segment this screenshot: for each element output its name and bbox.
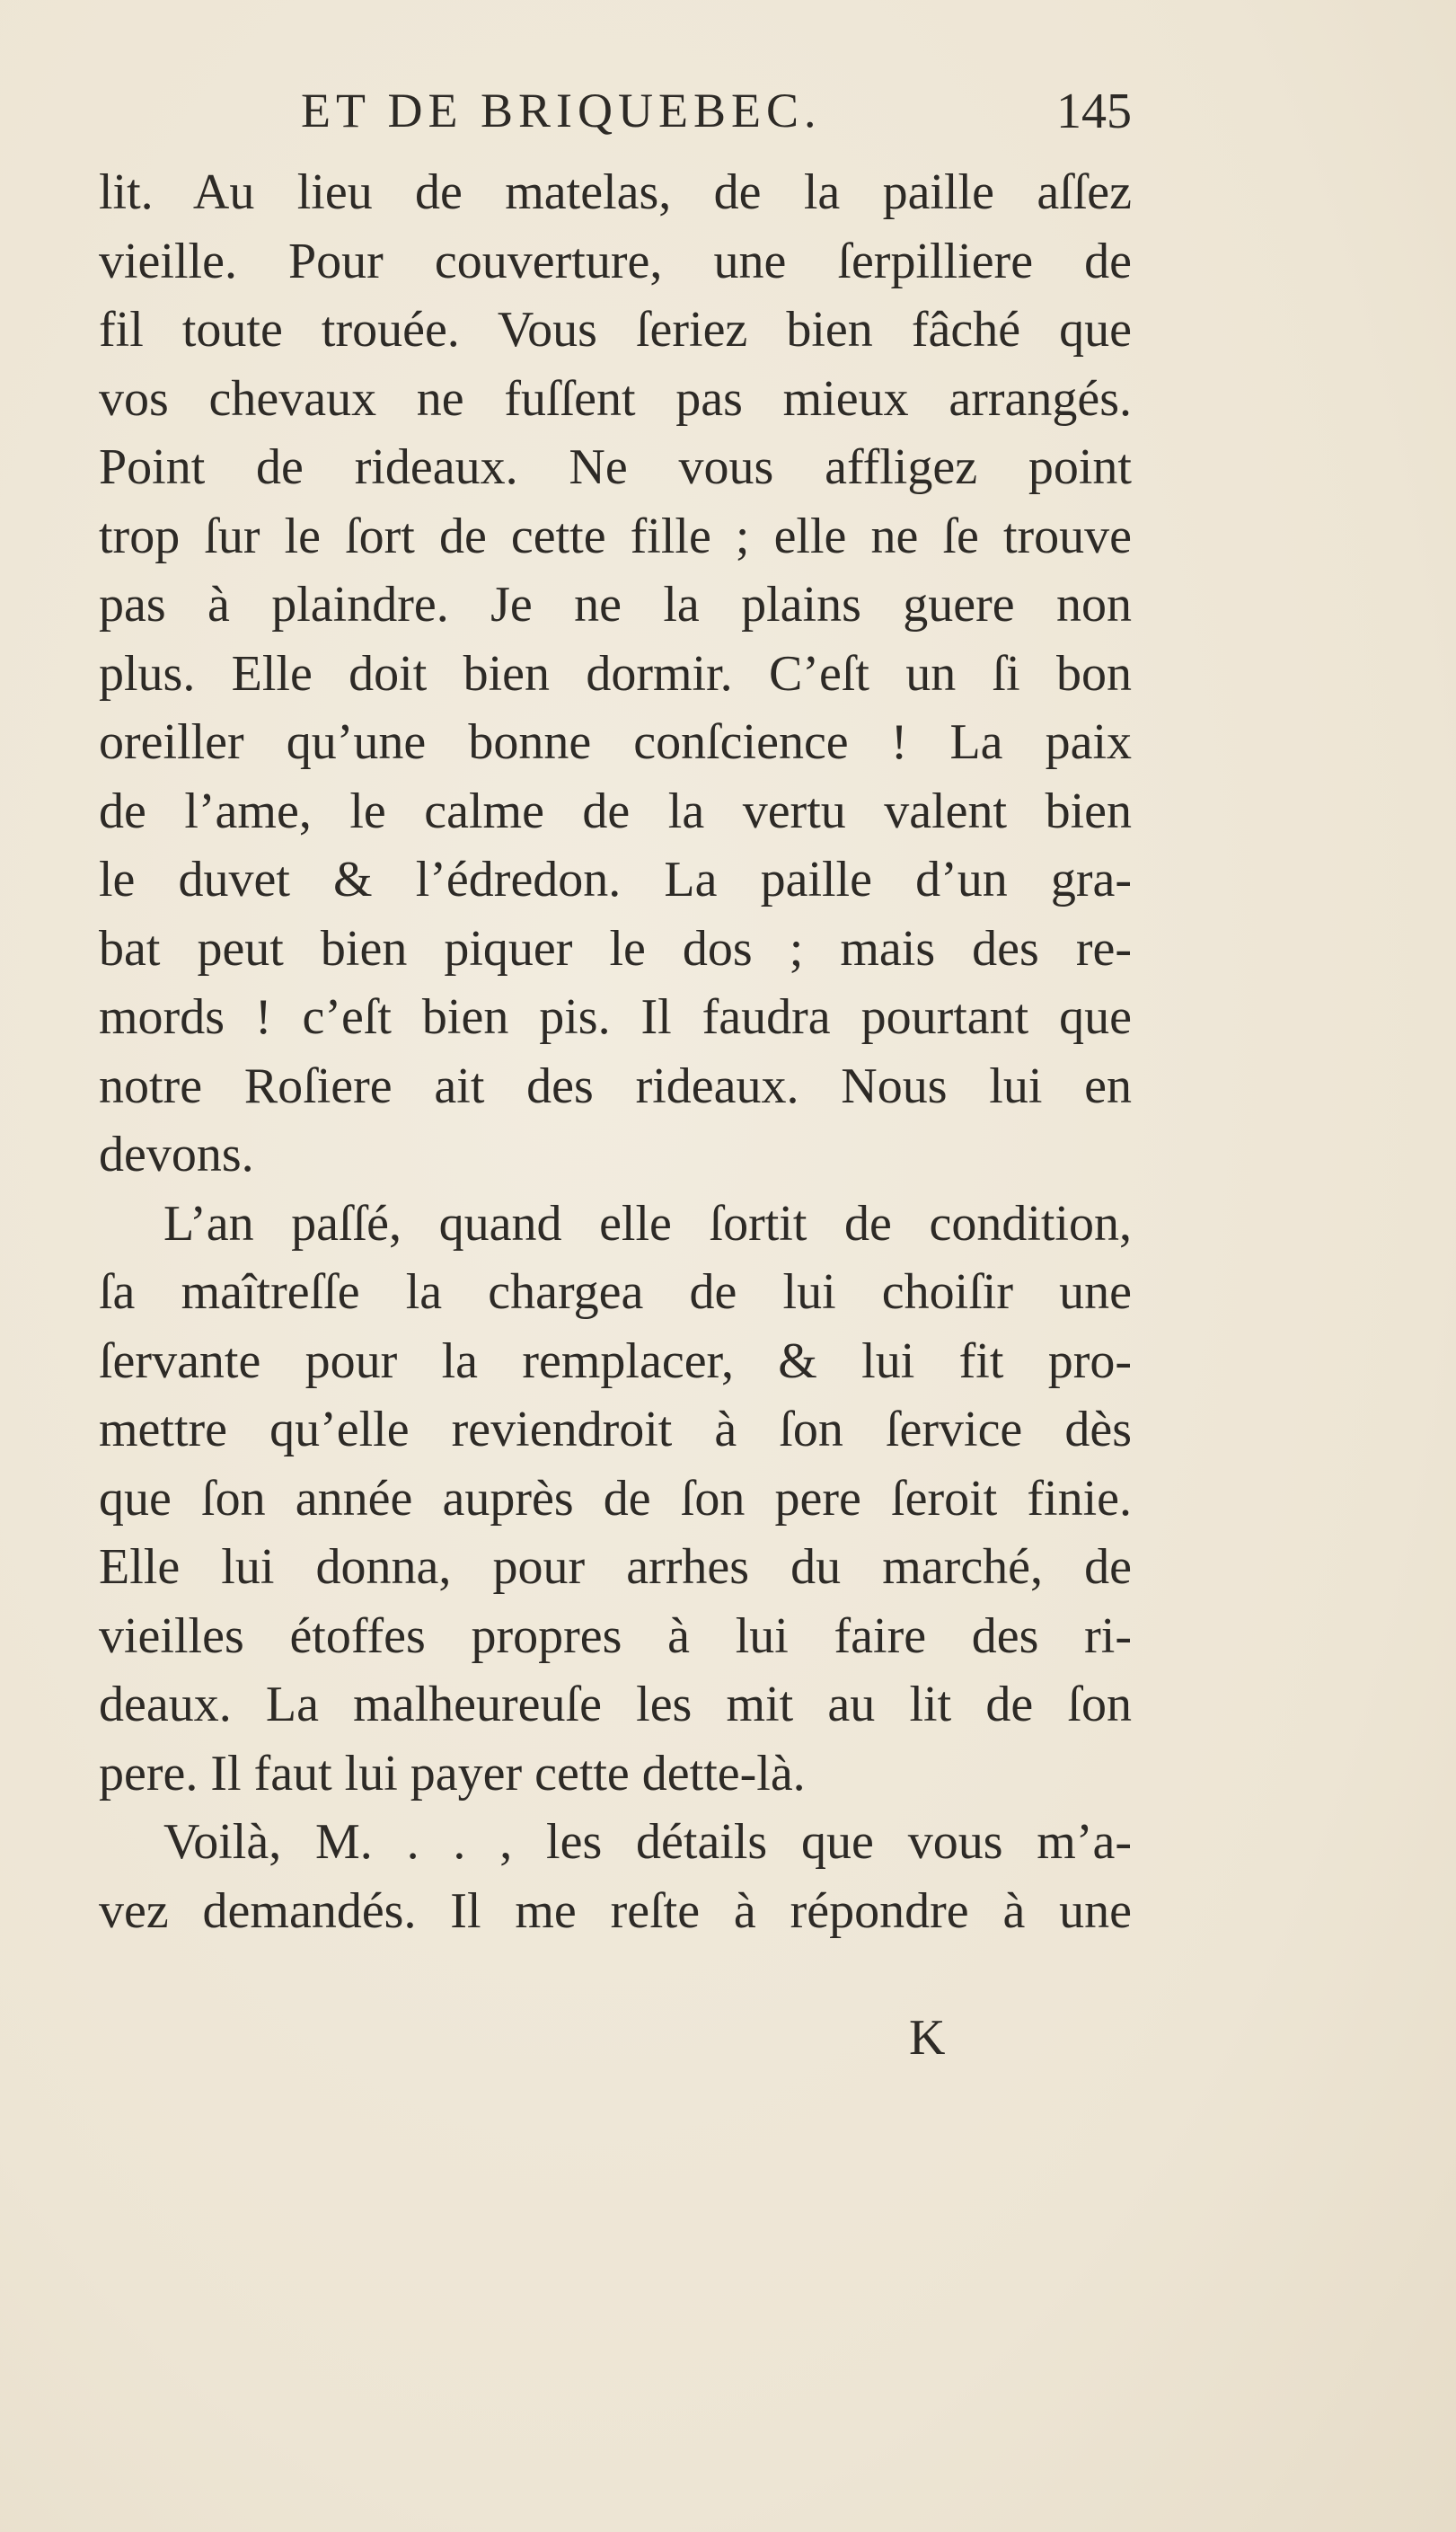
text-line: de l’ame, le calme de la vertu valent bien: [99, 783, 1132, 839]
running-title: ET DE BRIQUEBEC.: [301, 84, 822, 137]
text-line: pere. Il faut lui payer cette dette-là.: [99, 1745, 806, 1802]
text-line: vez demandés. Il me reſte à répondre à une: [99, 1882, 1132, 1939]
text-line: trop ſur le ſort de cette fille ; elle ne ſe trouve: [99, 508, 1132, 564]
page-number: 145: [1056, 84, 1132, 139]
text-line: vieille. Pour couverture, une ſerpilliere de: [99, 233, 1132, 289]
text-line: mettre qu’elle reviendroit à ſon ſervice dès: [99, 1402, 1132, 1457]
text-line: mords ! c’eſt bien pis. Il faudra pourtant que: [99, 989, 1132, 1045]
text-line: Point de rideaux. Ne vous affligez point: [99, 439, 1132, 495]
text-line: pas à plaindre. Je ne la plains guere non: [99, 577, 1132, 633]
text-line: deaux. La malheureuſe les mit au lit de ſon: [99, 1677, 1132, 1732]
text-line: notre Roſiere ait des rideaux. Nous lui en: [99, 1058, 1132, 1114]
text-line: Voilà, M. . . , les détails que vous m’a-: [163, 1814, 1132, 1870]
text-line: vos chevaux ne fuſſent pas mieux arrangés.: [99, 370, 1132, 427]
text-line: le duvet & l’édredon. La paille d’un gra-: [99, 852, 1132, 907]
text-line: ſervante pour la remplacer, & lui fit pro-: [99, 1332, 1132, 1389]
page-header: [99, 83, 1132, 146]
text-line: vieilles étoffes propres à lui faire des ri-: [99, 1607, 1132, 1664]
body-text: [99, 158, 1132, 1945]
text-line: que ſon année auprès de ſon pere ſeroit finie.: [99, 1470, 1132, 1527]
text-line: ſa maîtreſſe la chargea de lui choiſir une: [99, 1264, 1132, 1320]
text-line: bat peut bien piquer le dos ; mais des re-: [99, 920, 1132, 977]
text-line: fil toute trouée. Vous ſeriez bien fâché que: [99, 302, 1132, 358]
text-line: lit. Au lieu de matelas, de la paille aſſez: [99, 164, 1132, 220]
text-line: devons.: [99, 1127, 254, 1182]
text-line: oreiller qu’une bonne conſcience ! La paix: [99, 714, 1132, 770]
signature-mark: K: [909, 2010, 946, 2066]
text-line: plus. Elle doit bien dormir. C’eſt un ſi bon: [99, 645, 1132, 702]
text-line: L’an paſſé, quand elle ſortit de condition,: [163, 1195, 1132, 1252]
text-line: Elle lui donna, pour arrhes du marché, de: [99, 1539, 1132, 1595]
